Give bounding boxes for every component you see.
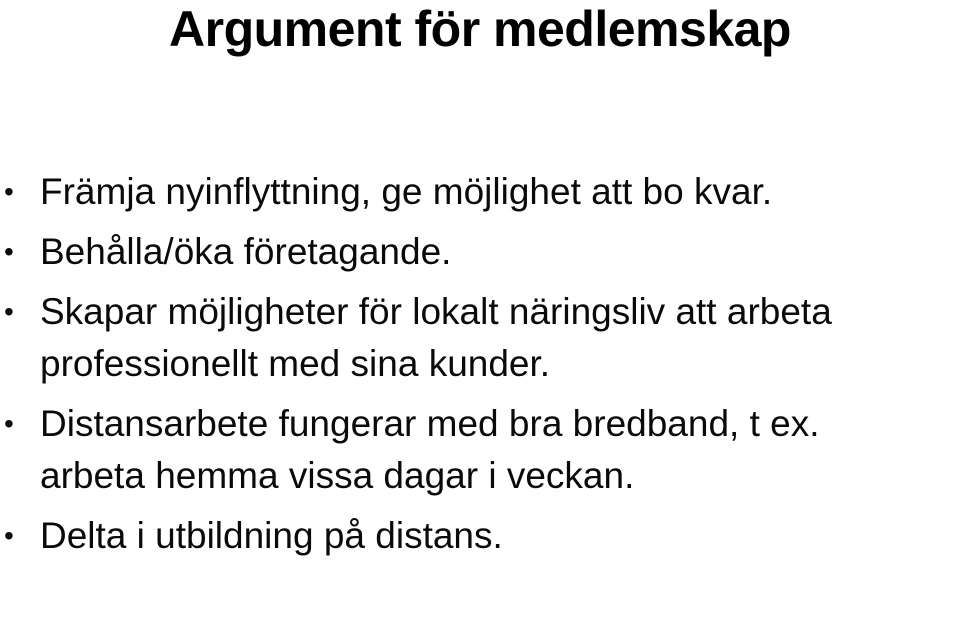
bullet-text: Delta i utbildning på distans. [40,515,503,556]
bullet-text: Distansarbete fungerar med bra bredband, t ex. arbeta hemma vissa dagar i veckan. [40,403,820,496]
bullet-item [0,398,960,502]
bullet-text: Behålla/öka företagande. [40,231,452,272]
bullet-icon: • [4,176,14,207]
bullet-text: Främja nyinflyttning, ge möjlighet att bo kvar. [40,171,773,212]
bullet-icon: • [4,296,14,327]
bullet-item [0,510,960,562]
bullet-item [0,166,960,218]
bullet-icon: • [4,236,14,267]
bullet-item [0,226,960,278]
bullet-text: Skapar möjligheter för lokalt näringsliv att arbeta professionellt med sina kunder. [40,291,832,384]
bullet-list [0,160,960,570]
bullet-icon: • [4,408,14,439]
slide-title: Argument för medlemskap [169,1,791,57]
bullet-item [0,286,960,390]
bullet-icon: • [4,520,14,551]
